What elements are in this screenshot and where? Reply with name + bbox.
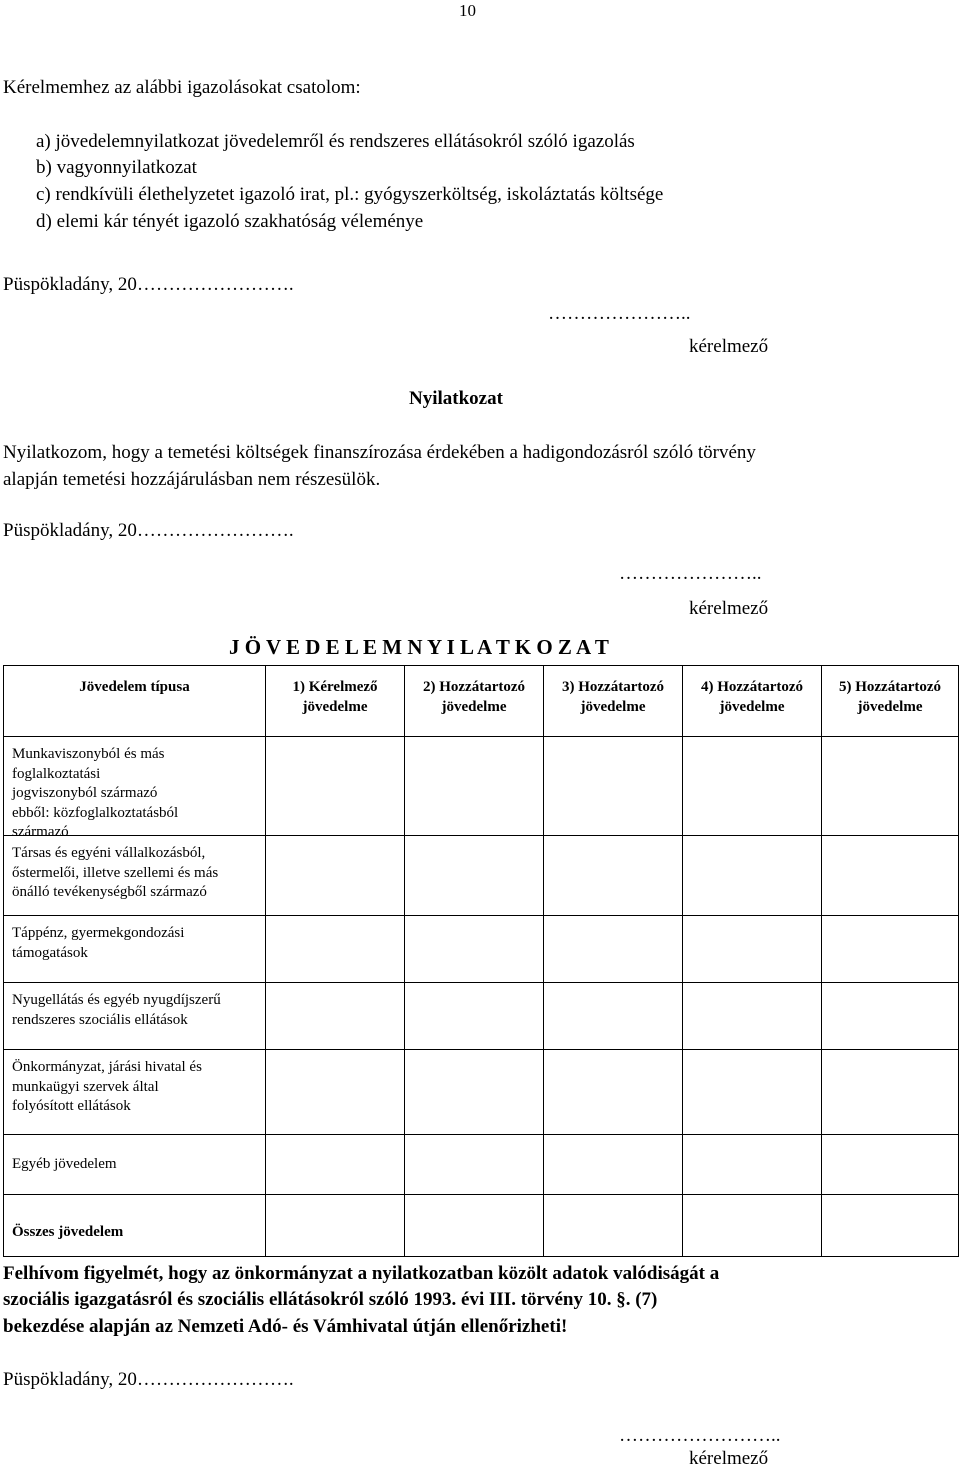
row-label-other-income: Egyéb jövedelem [4, 1135, 266, 1195]
cell-input[interactable] [683, 737, 822, 836]
cell-input[interactable] [266, 916, 405, 983]
cell-input[interactable] [822, 1050, 959, 1135]
row-label-municipal-benefits: Önkormányzat, járási hivatal és munkaügyi szervek által folyósított ellátások [4, 1050, 266, 1135]
notice-line-1: Felhívom figyelmét, hogy az önkormányzat a nyilatkozatban közölt adatok valódiságát a [3, 1263, 720, 1284]
cell-input[interactable] [544, 1195, 683, 1257]
attachment-item-b: b) vagyonnyilatkozat [36, 157, 197, 178]
declaration-line-1: Nyilatkozom, hogy a temetési költségek finanszírozása érdekében a hadigondozásról szóló törvény [3, 442, 756, 463]
attachment-item-c: c) rendkívüli élethelyzetet igazoló irat, pl.: gyógyszerköltség, iskoláztatás költsége [36, 184, 664, 205]
cell-input[interactable] [544, 983, 683, 1050]
income-statement-title: J Ö V E D E L E M N Y I L A T K O Z A T [229, 635, 609, 659]
signature-dots-3: …………………….. [619, 1425, 781, 1446]
attachment-item-a: a) jövedelemnyilatkozat jövedelemről és rendszeres ellátásokról szóló igazolás [36, 131, 635, 152]
cell-input[interactable] [405, 836, 544, 916]
table-row [4, 836, 959, 916]
declaration-line-2: alapján temetési hozzájárulásban nem részesülök. [3, 469, 381, 490]
income-table [3, 665, 959, 1257]
place-date-2: Püspökladány, 20……………………. [3, 520, 294, 541]
cell-input[interactable] [544, 916, 683, 983]
row-label-total-income: Összes jövedelem [4, 1195, 266, 1257]
page-number: 10 [459, 1, 476, 20]
cell-input[interactable] [405, 983, 544, 1050]
cell-input[interactable] [822, 983, 959, 1050]
cell-input[interactable] [544, 1135, 683, 1195]
row-label-employment: Munkaviszonyból és más foglalkoztatási jogviszonyból származó ebből: közfoglalkoztatásból származó [4, 737, 266, 836]
column-header-relative-2: 2) Hozzátartozó jövedelme [405, 666, 544, 737]
signature-label-1: kérelmező [689, 336, 769, 357]
cell-input[interactable] [822, 836, 959, 916]
cell-input[interactable] [405, 737, 544, 836]
cell-input[interactable] [405, 1195, 544, 1257]
cell-input[interactable] [405, 1050, 544, 1135]
cell-input[interactable] [266, 1135, 405, 1195]
cell-input[interactable] [822, 1195, 959, 1257]
row-label-sick-pay: Táppénz, gyermekgondozási támogatások [4, 916, 266, 983]
cell-input[interactable] [822, 1135, 959, 1195]
cell-input[interactable] [266, 1195, 405, 1257]
declaration-title: Nyilatkozat [409, 388, 503, 409]
cell-input[interactable] [544, 1050, 683, 1135]
signature-dots-2: ………………….. [619, 563, 762, 584]
cell-input[interactable] [266, 1050, 405, 1135]
column-header-relative-3: 3) Hozzátartozó jövedelme [544, 666, 683, 737]
column-header-relative-4: 4) Hozzátartozó jövedelme [683, 666, 822, 737]
cell-input[interactable] [822, 916, 959, 983]
row-label-pension: Nyugellátás és egyéb nyugdíjszerű rendszeres szociális ellátások [4, 983, 266, 1050]
table-row [4, 916, 959, 983]
column-header-income-type: Jövedelem típusa [4, 666, 266, 737]
place-date-3: Püspökladány, 20……………………. [3, 1369, 294, 1390]
column-header-applicant: 1) Kérelmező jövedelme [266, 666, 405, 737]
row-label-enterprise: Társas és egyéni vállalkozásból, őstermelői, illetve szellemi és más önálló tevékenységből származó [4, 836, 266, 916]
cell-input[interactable] [266, 836, 405, 916]
table-row [4, 737, 959, 836]
cell-input[interactable] [683, 1195, 822, 1257]
table-header-row [4, 666, 959, 737]
cell-input[interactable] [405, 1135, 544, 1195]
cell-input[interactable] [822, 737, 959, 836]
cell-input[interactable] [683, 1135, 822, 1195]
cell-input[interactable] [683, 1050, 822, 1135]
signature-dots-1: ………………….. [548, 303, 691, 324]
cell-input[interactable] [683, 983, 822, 1050]
signature-label-3: kérelmező [689, 1448, 769, 1469]
table-row [4, 1195, 959, 1257]
cell-input[interactable] [266, 983, 405, 1050]
place-date-1: Püspökladány, 20……………………. [3, 274, 294, 295]
cell-input[interactable] [544, 836, 683, 916]
table-row [4, 1050, 959, 1135]
table-row [4, 1135, 959, 1195]
cell-input[interactable] [683, 836, 822, 916]
signature-label-2: kérelmező [689, 598, 769, 619]
cell-input[interactable] [544, 737, 683, 836]
cell-input[interactable] [683, 916, 822, 983]
cell-input[interactable] [266, 737, 405, 836]
column-header-relative-5: 5) Hozzátartozó jövedelme [822, 666, 959, 737]
table-row [4, 983, 959, 1050]
notice-line-2: szociális igazgatásról és szociális ellátásokról szóló 1993. évi III. törvény 10. §. (7) [3, 1289, 658, 1310]
cell-input[interactable] [405, 916, 544, 983]
notice-line-3: bekezdése alapján az Nemzeti Adó- és Vámhivatal útján ellenőrizheti! [3, 1316, 568, 1337]
attachments-heading: Kérelmemhez az alábbi igazolásokat csatolom: [3, 77, 361, 98]
attachment-item-d: d) elemi kár tényét igazoló szakhatóság véleménye [36, 211, 424, 232]
